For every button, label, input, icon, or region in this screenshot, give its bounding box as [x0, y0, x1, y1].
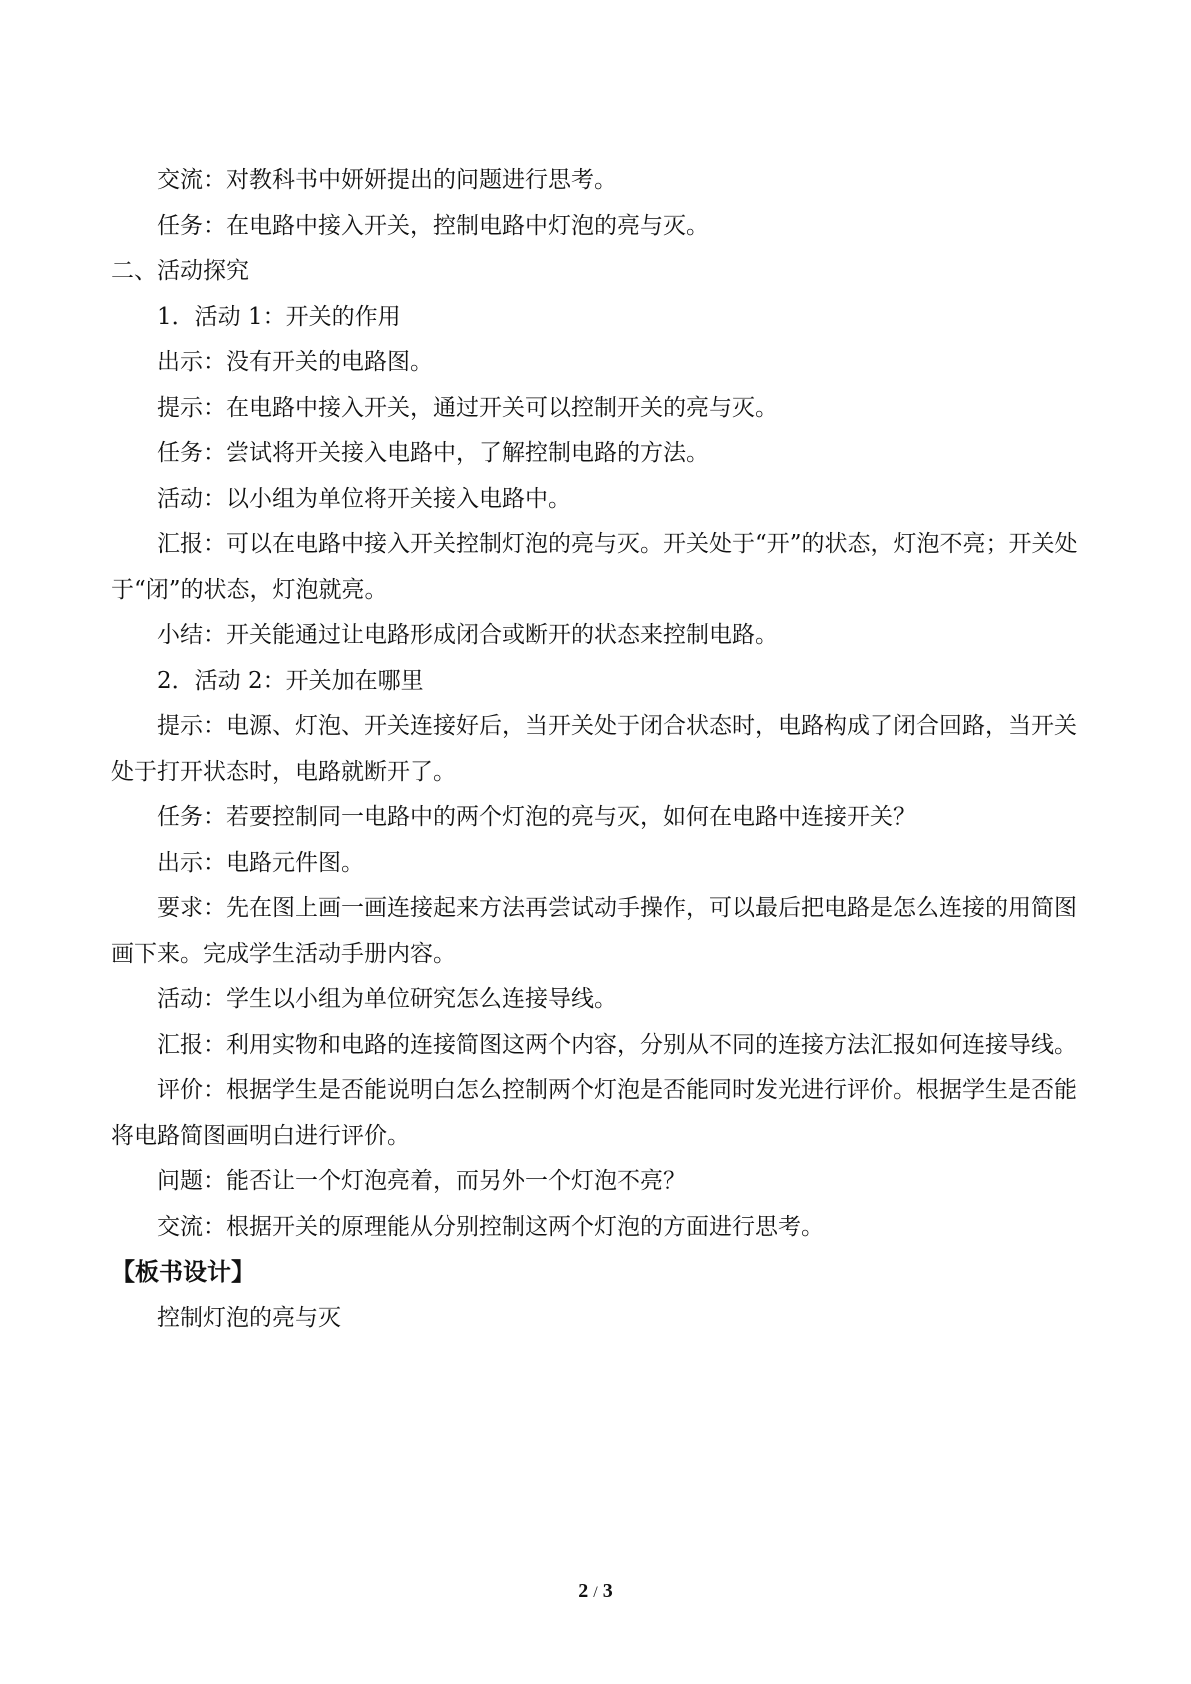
paragraph-show-2: 出示：电路元件图。: [157, 849, 364, 876]
paragraph-summary-1: 小结：开关能通过让电路形成闭合或断开的状态来控制电路。: [157, 622, 778, 648]
paragraph-evaluation: 评价：根据学生是否能说明白怎么控制两个灯泡是否能同时发光进行评价。根据学生是否能将电路简图画明白进行评价。: [111, 1077, 1077, 1149]
board-title: 控制灯泡的亮与灭: [157, 1304, 341, 1331]
paragraph-show-1: 出示：没有开关的电路图。: [157, 349, 433, 375]
paragraph-discussion-2: 交流：根据开关的原理能从分别控制这两个灯泡的方面进行思考。: [157, 1213, 824, 1240]
page-number-current: 2: [578, 1580, 589, 1602]
paragraph-requirement: 要求：先在图上画一画连接起来方法再尝试动手操作，可以最后把电路是怎么连接的用简图画下来。完成学生活动手册内容。: [111, 895, 1077, 967]
section-heading-board-design: 【板书设计】: [111, 1258, 255, 1286]
paragraph-discussion-1: 交流：对教科书中妍妍提出的问题进行思考。: [157, 167, 617, 193]
page-body: [111, 158, 1081, 1341]
page-number: [0, 1580, 1191, 1603]
paragraph-question: 问题：能否让一个灯泡亮着，而另外一个灯泡不亮？: [157, 1168, 686, 1194]
paragraph-task-2: 任务：尝试将开关接入电路中，了解控制电路的方法。: [157, 440, 709, 466]
page-number-total: 3: [602, 1580, 613, 1602]
paragraph-task-3: 任务：若要控制同一电路中的两个灯泡的亮与灭，如何在电路中连接开关？: [157, 804, 916, 830]
paragraph-task-1: 任务：在电路中接入开关，控制电路中灯泡的亮与灭。: [157, 212, 709, 239]
paragraph-hint-1: 提示：在电路中接入开关，通过开关可以控制开关的亮与灭。: [157, 394, 778, 421]
activity-1-title: 1．活动 1：开关的作用: [157, 303, 401, 330]
activity-2-title: 2．活动 2：开关加在哪里: [157, 667, 424, 694]
paragraph-report-2: 汇报：利用实物和电路的连接简图这两个内容，分别从不同的连接方法汇报如何连接导线。: [157, 1031, 1077, 1058]
paragraph-activity-2: 活动：学生以小组为单位研究怎么连接导线。: [157, 986, 617, 1012]
paragraph-report-1: 汇报：可以在电路中接入开关控制灯泡的亮与灭。开关处于“开”的状态，灯泡不亮；开关处于“闭”的状态，灯泡就亮。: [111, 531, 1078, 603]
paragraph-activity-1: 活动：以小组为单位将开关接入电路中。: [157, 485, 571, 512]
section-activity-inquiry: 二、活动探究: [111, 258, 249, 284]
paragraph-hint-2: 提示：电源、灯泡、开关连接好后，当开关处于闭合状态时，电路构成了闭合回路，当开关处于打开状态时，电路就断开了。: [111, 713, 1077, 785]
page-number-separator: /: [593, 1584, 598, 1601]
